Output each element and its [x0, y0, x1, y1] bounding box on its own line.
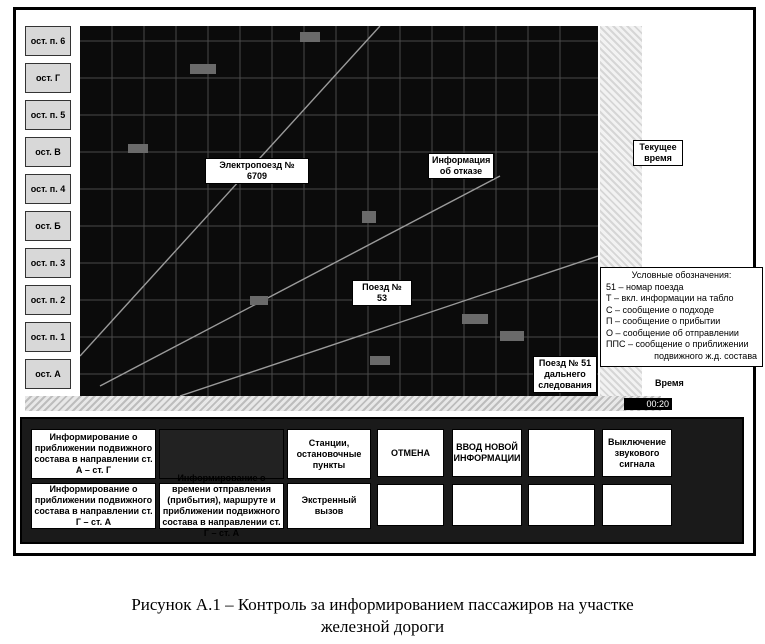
clock-display: 00:20	[624, 398, 672, 410]
new-info-button[interactable]: ВВОД НОВОЙ ИНФОРМАЦИИ	[452, 429, 522, 477]
stations-button[interactable]: Станции, остановочные пункты	[287, 429, 371, 479]
station-label[interactable]: ост. п. 2	[25, 285, 71, 315]
empty-button[interactable]	[528, 429, 595, 477]
station-label[interactable]: ост. п. 3	[25, 248, 71, 278]
inform-time-route-button[interactable]: времени отправления (прибытия), маршруте и приближении подвижного состава в направлении ст. Г – ст. А	[159, 483, 284, 529]
empty-button[interactable]	[602, 484, 672, 526]
caption-line: Рисунок А.1 – Контроль за информированием пассажиров на участке	[131, 595, 634, 614]
mute-sound-button[interactable]: Выключение звукового сигнала	[602, 429, 672, 477]
train-schedule-graph[interactable]	[80, 26, 598, 396]
train-path-6709	[80, 26, 380, 356]
current-time-callout: Текущее время	[633, 140, 683, 166]
empty-button[interactable]	[377, 484, 444, 526]
time-axis-label: Время	[655, 378, 684, 388]
legend-item: ППС – сообщение о приближении	[606, 339, 749, 349]
train-6709-callout: Электропоезд № 6709	[205, 158, 309, 184]
station-label[interactable]: ост. В	[25, 137, 71, 167]
legend-item: О – сообщение об отправлении	[606, 327, 739, 338]
empty-button[interactable]	[452, 484, 522, 526]
cancel-button[interactable]: ОТМЕНА	[377, 429, 444, 477]
caption-line: железной дороги	[320, 617, 445, 636]
empty-button[interactable]	[528, 484, 595, 526]
station-label[interactable]: ост. А	[25, 359, 71, 389]
legend-item: С – сообщение о подходе	[606, 304, 714, 315]
station-list	[25, 26, 71, 396]
station-label[interactable]: ост. п. 1	[25, 322, 71, 352]
legend-title: Условные обозначения:	[631, 270, 732, 280]
failure-info-callout: Информация об отказе	[428, 153, 494, 179]
station-label[interactable]: ост. п. 4	[25, 174, 71, 204]
route-info-button-disabled[interactable]	[159, 429, 284, 479]
station-label[interactable]: ост. Б	[25, 211, 71, 241]
schedule-grid-svg	[80, 26, 598, 396]
control-panel	[20, 417, 744, 544]
train-path-53	[100, 176, 500, 386]
station-label[interactable]: ост. Г	[25, 63, 71, 93]
station-label[interactable]: ост. п. 6	[25, 26, 71, 56]
event-markers	[128, 32, 524, 365]
legend-item: 51 – номар поезда	[606, 281, 684, 292]
legend-item: подвижного ж.д. состава	[654, 350, 757, 361]
inform-a-to-g-button[interactable]: Информирование о приближении подвижного состава в направлении ст. А – ст. Г	[31, 429, 156, 479]
figure-caption	[0, 594, 765, 638]
legend	[600, 267, 763, 367]
train-53-callout: Поезд № 53	[352, 280, 412, 306]
inform-g-to-a-button[interactable]: Информирование о приближении подвижного состава в направлении ст. Г – ст. А	[31, 483, 156, 529]
emergency-call-button[interactable]: Экстренный вызов	[287, 483, 371, 529]
station-label[interactable]: ост. п. 5	[25, 100, 71, 130]
legend-item: П – сообщение о прибытии	[606, 316, 721, 326]
train-51-callout: Поезд № 51 дальнего следования	[533, 356, 597, 393]
bottom-time-strip	[25, 396, 661, 411]
legend-item: Т – вкл. информации на табло	[606, 293, 734, 303]
